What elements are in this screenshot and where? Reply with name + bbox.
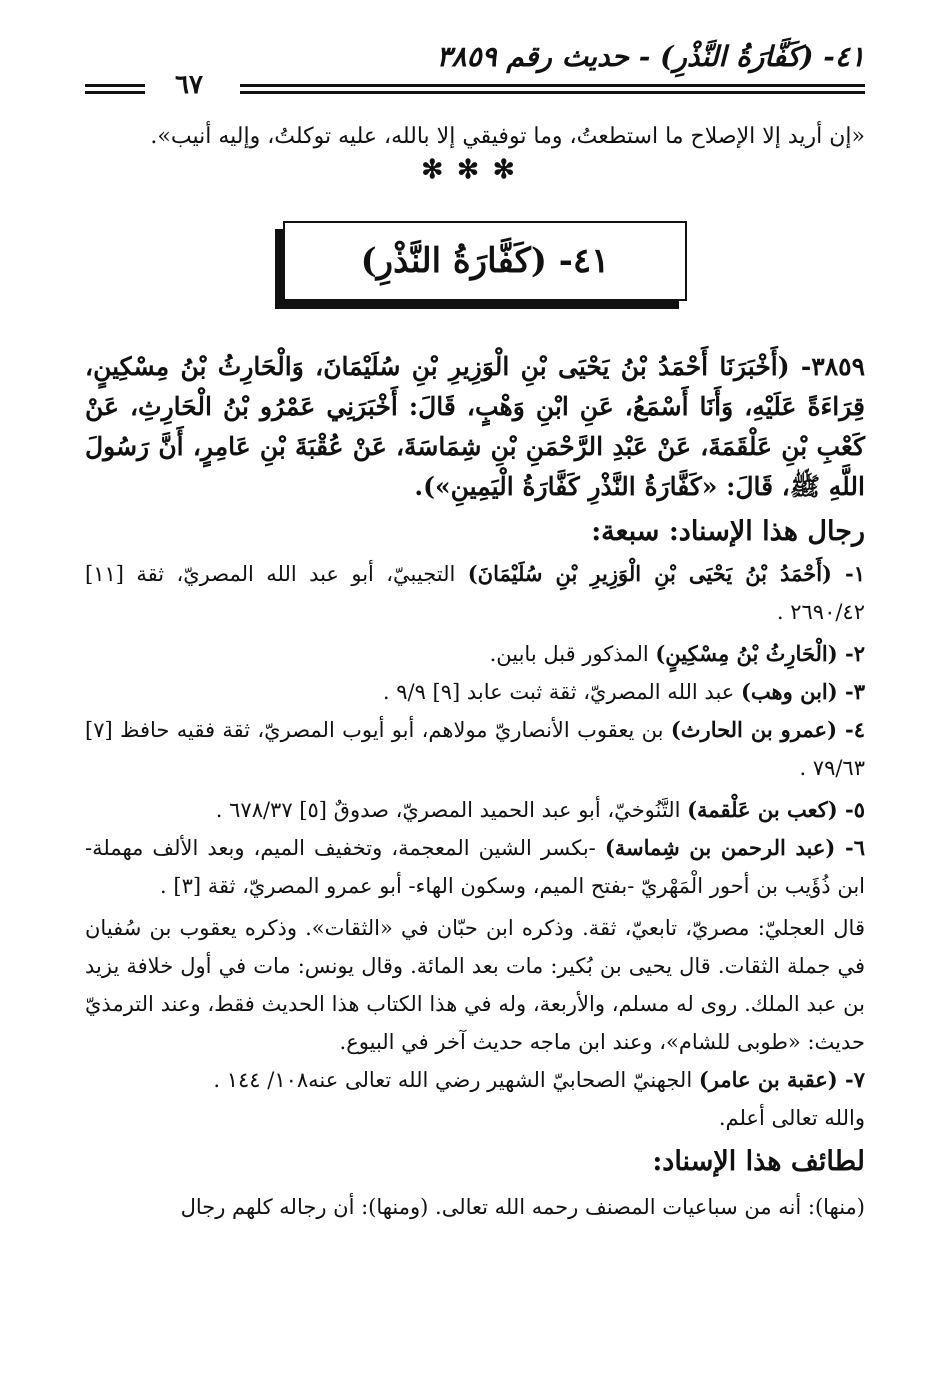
closing-phrase: والله تعالى أعلم. [718, 1106, 865, 1130]
narrator-entry [85, 673, 865, 711]
lataif-text: (منها): أنه من سباعيات المصنف رحمه الله تعالى. (ومنها): أن رجاله كلهم رجال [180, 1195, 865, 1219]
running-header [85, 40, 865, 100]
header-rule [240, 84, 865, 94]
narrator-details: التَّنُوخيّ، أبو عبد الحميد المصريّ، صدوقٌ [٥] ٦٧٨/٣٧ . [215, 798, 688, 822]
hadith-text: ٣٨٥٩- (أَخْبَرَنَا أَحْمَدُ بْنُ يَحْيَى بْنِ الْوَزِيرِ بْنِ سُلَيْمَانَ، وَالْحَارِثُ بْنُ مِسْكِينٍ، قِرَاءَةً عَلَيْهِ، وَأَنَا أَسْمَعُ، عَنِ ابْنِ وَهْبٍ، قَالَ: أَخْبَرَنِي عَمْرُو بْنُ الْحَارِثِ، عَنْ كَعْبِ بْنِ عَلْقَمَةَ، عَنْ عَبْدِ الرَّحْمَنِ بْنِ شِمَاسَةَ، عَنْ عُقْبَةَ بْنِ عَامِرٍ، أَنَّ رَسُولَ اللَّهِ ﷺ، قَالَ: «كَفَّارَةُ النَّذْرِ كَفَّارَةُ الْيَمِينِ»). [85, 352, 865, 501]
narrator-entry [85, 555, 865, 631]
narrator-details: عبد الله المصريّ، ثقة ثبت عابد [٩] ٩/٩ . [382, 680, 741, 704]
narrator-details: الجهنيّ الصحابيّ الشهير رضي الله تعالى عنه١٠٨/ ١٤٤ . [213, 1068, 699, 1092]
chapter-title: ٤١- (كَفَّارَةُ النَّذْرِ) [360, 241, 610, 281]
narrator-entry [85, 829, 865, 905]
star-separator: ✻✻✻ [421, 155, 529, 185]
rijal-heading: رجال هذا الإسناد: سبعة: [591, 516, 865, 547]
narrator-entry [85, 635, 865, 673]
narrator-entry [85, 1061, 865, 1099]
narrator-entry [85, 791, 865, 829]
narrator-name: ٣- (ابن وهب) [741, 679, 865, 704]
ijli-paragraph: قال العجليّ: مصريّ، تابعيّ، ثقة. وذكره ابن حبّان في «الثقات». وذكره يعقوب بن سُفيان في جملة الثقات. قال يحيى بن بُكير: مات بعد المائة. وقال يونس: مات في أول خلافة يزيد بن عبد الملك. روى له مسلم، والأربعة، وله في هذا الكتاب هذا الحديث فقط، وعند الترمذيّ حديث: «طوبى للشام»، وعند ابن ماجه حديث آخر في البيوع. [85, 916, 865, 1054]
narrator-name: ٥- (كعب بن عَلْقمة) [687, 797, 865, 822]
narrator-details: المذكور قبل بابين. [489, 642, 656, 666]
narrator-name: ٤- (عمرو بن الحارث) [670, 717, 865, 742]
header-rule-short [85, 84, 145, 94]
narrator-name: ٦- (عبد الرحمن بن شِماسة) [604, 835, 865, 860]
narrator-entry [85, 711, 865, 787]
narrators-list [85, 555, 865, 1137]
book-page [85, 40, 865, 1227]
narrator-details: -بكسر الشين المعجمة، وتخفيف الميم، وبعد الألف مهملة- ابن ذُؤَيب بن أحور الْمَهْريّ -بفتح الميم، وسكون الهاء- أبو عمرو المصريّ، ثقة [٣] . [85, 836, 865, 898]
narrator-details: التجيبيّ، أبو عبد الله المصريّ، ثقة [١١] ٢٦٩٠/٤٢ . [85, 562, 865, 624]
narrator-name: ٧- (عقبة بن عامر) [698, 1067, 865, 1092]
lataif-heading: لطائف هذا الإسناد: [652, 1146, 865, 1177]
narrator-name: ١- (أَحْمَدُ بْنُ يَحْيَى بْنِ الْوَزِيرِ بْنِ سُلَيْمَانَ) [467, 561, 865, 586]
running-title: ٤١- (كَفَّارَةُ النَّذْرِ) - حديث رقم ٣٨٥٩ [436, 40, 865, 73]
narrator-details: بن يعقوب الأنصاريّ مولاهم، أبو أيوب المصريّ، ثقة فقيه حافظ [٧] ٧٩/٦٣ . [85, 718, 865, 780]
chapter-title-box [283, 221, 687, 301]
page-number: ٦٧ [175, 70, 203, 100]
narrator-name: ٢- (الْحَارِثُ بْنُ مِسْكِينٍ) [655, 641, 865, 666]
intro-quote: «إن أريد إلا الإصلاح ما استطعتُ، وما توفيقي إلا بالله، عليه توكلتُ، وإليه أنيب». [150, 124, 865, 149]
